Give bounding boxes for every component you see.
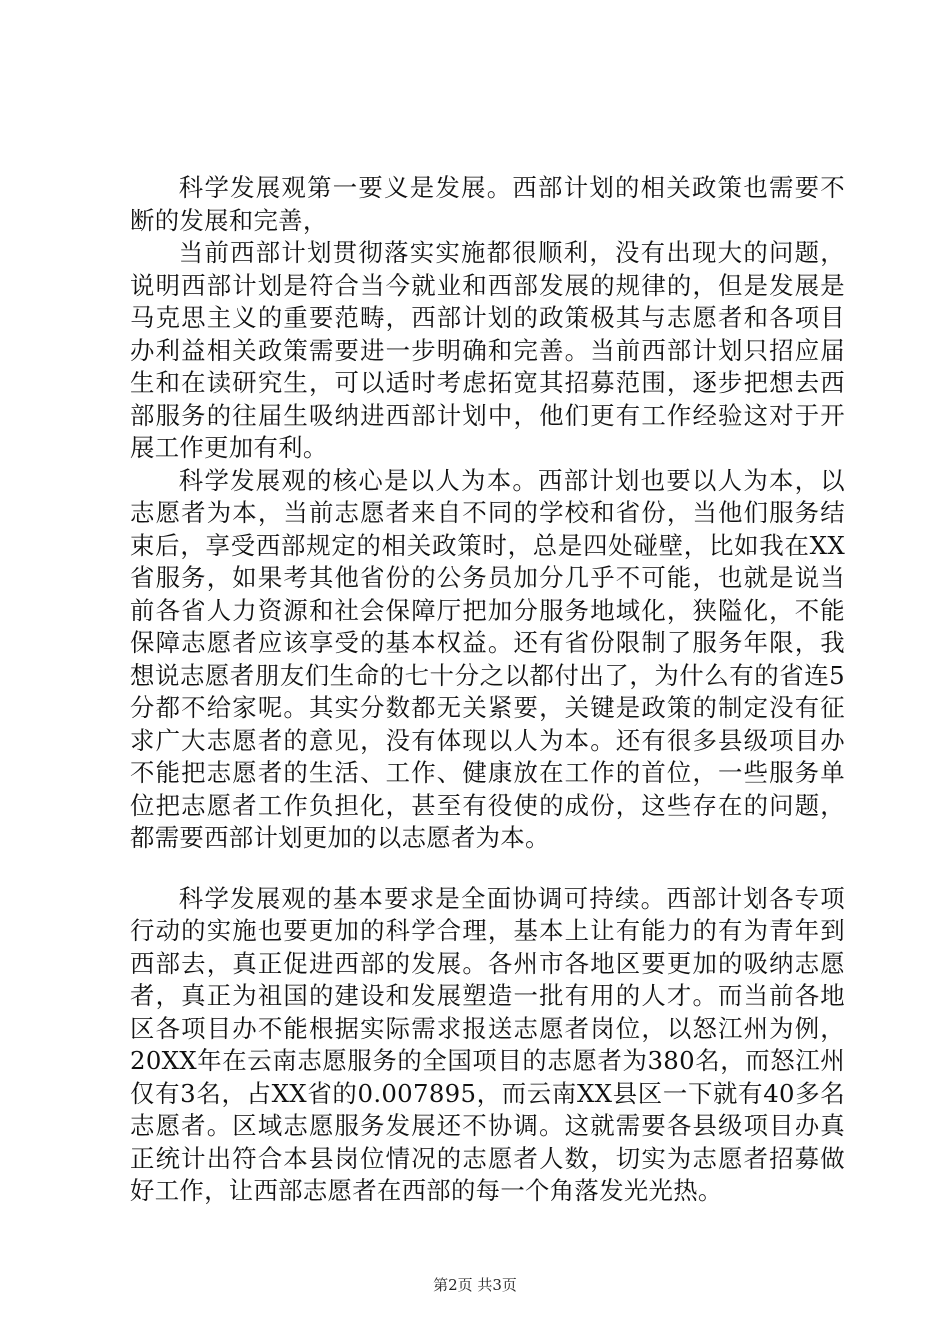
paragraph-coordination: 科学发展观的基本要求是全面协调可持续。西部计划各专项行动的实施也要更加的科学合理，基本上让有能力的有为青年到西部去，真正促进西部的发展。各州市各地区要更加的吸纳志愿者，真正为祖国的建设和发展塑造一批有用的人才。而当前各地区各项目办不能根据实际需求报送志愿者岗位，以怒江州为例，20XX年在云南志愿服务的全国项目的志愿者为380名，而怒江州仅有3名，占XX省的0.007895，而云南XX县区一下就有40多名志愿者。区域志愿服务发展还不协调。这就需要各县级项目办真正统计出符合本县岗位情况的志愿者人数，切实为志愿者招募做好工作，让西部志愿者在西部的每一个角落发光光热。 — [130, 883, 845, 1205]
paragraph-current-situation: 当前西部计划贯彻落实实施都很顺利，没有出现大的问题，说明西部计划是符合当今就业和西部发展的规律的，但是发展是马克思主义的重要范畴，西部计划的政策极其与志愿者和各项目办利益相关政策需要进一步明确和完善。当前西部计划只招应届生和在读研究生，可以适时考虑拓宽其招募范围，逐步把想去西部服务的往届生吸纳进西部计划中，他们更有工作经验这对于开展工作更加有利。 — [130, 238, 845, 462]
page-footer: 第2页 共3页 — [433, 1276, 517, 1294]
document-body — [130, 172, 845, 1208]
paragraph-people-oriented: 科学发展观的核心是以人为本。西部计划也要以人为本，以志愿者为本，当前志愿者来自不同的学校和省份，当他们服务结束后，享受西部规定的相关政策时，总是四处碰壁，比如我在XX省服务，如果考其他省份的公务员加分几乎不可能，也就是说当前各省人力资源和社会保障厅把加分服务地域化，狭隘化，不能保障志愿者应该享受的基本权益。还有省份限制了服务年限，我想说志愿者朋友们生命的七十分之以都付出了，为什么有的省连5分都不给家呢。其实分数都无关紧要，关键是政策的制定没有征求广大志愿者的意见，没有体现以人为本。还有很多县级项目办不能把志愿者的生活、工作、健康放在工作的首位，一些服务单位把志愿者工作负担化，甚至有役使的成份，这些存在的问题，都需要西部计划更加的以志愿者为本。 — [130, 465, 845, 852]
paragraph-development: 科学发展观第一要义是发展。西部计划的相关政策也需要不断的发展和完善， — [130, 173, 845, 235]
